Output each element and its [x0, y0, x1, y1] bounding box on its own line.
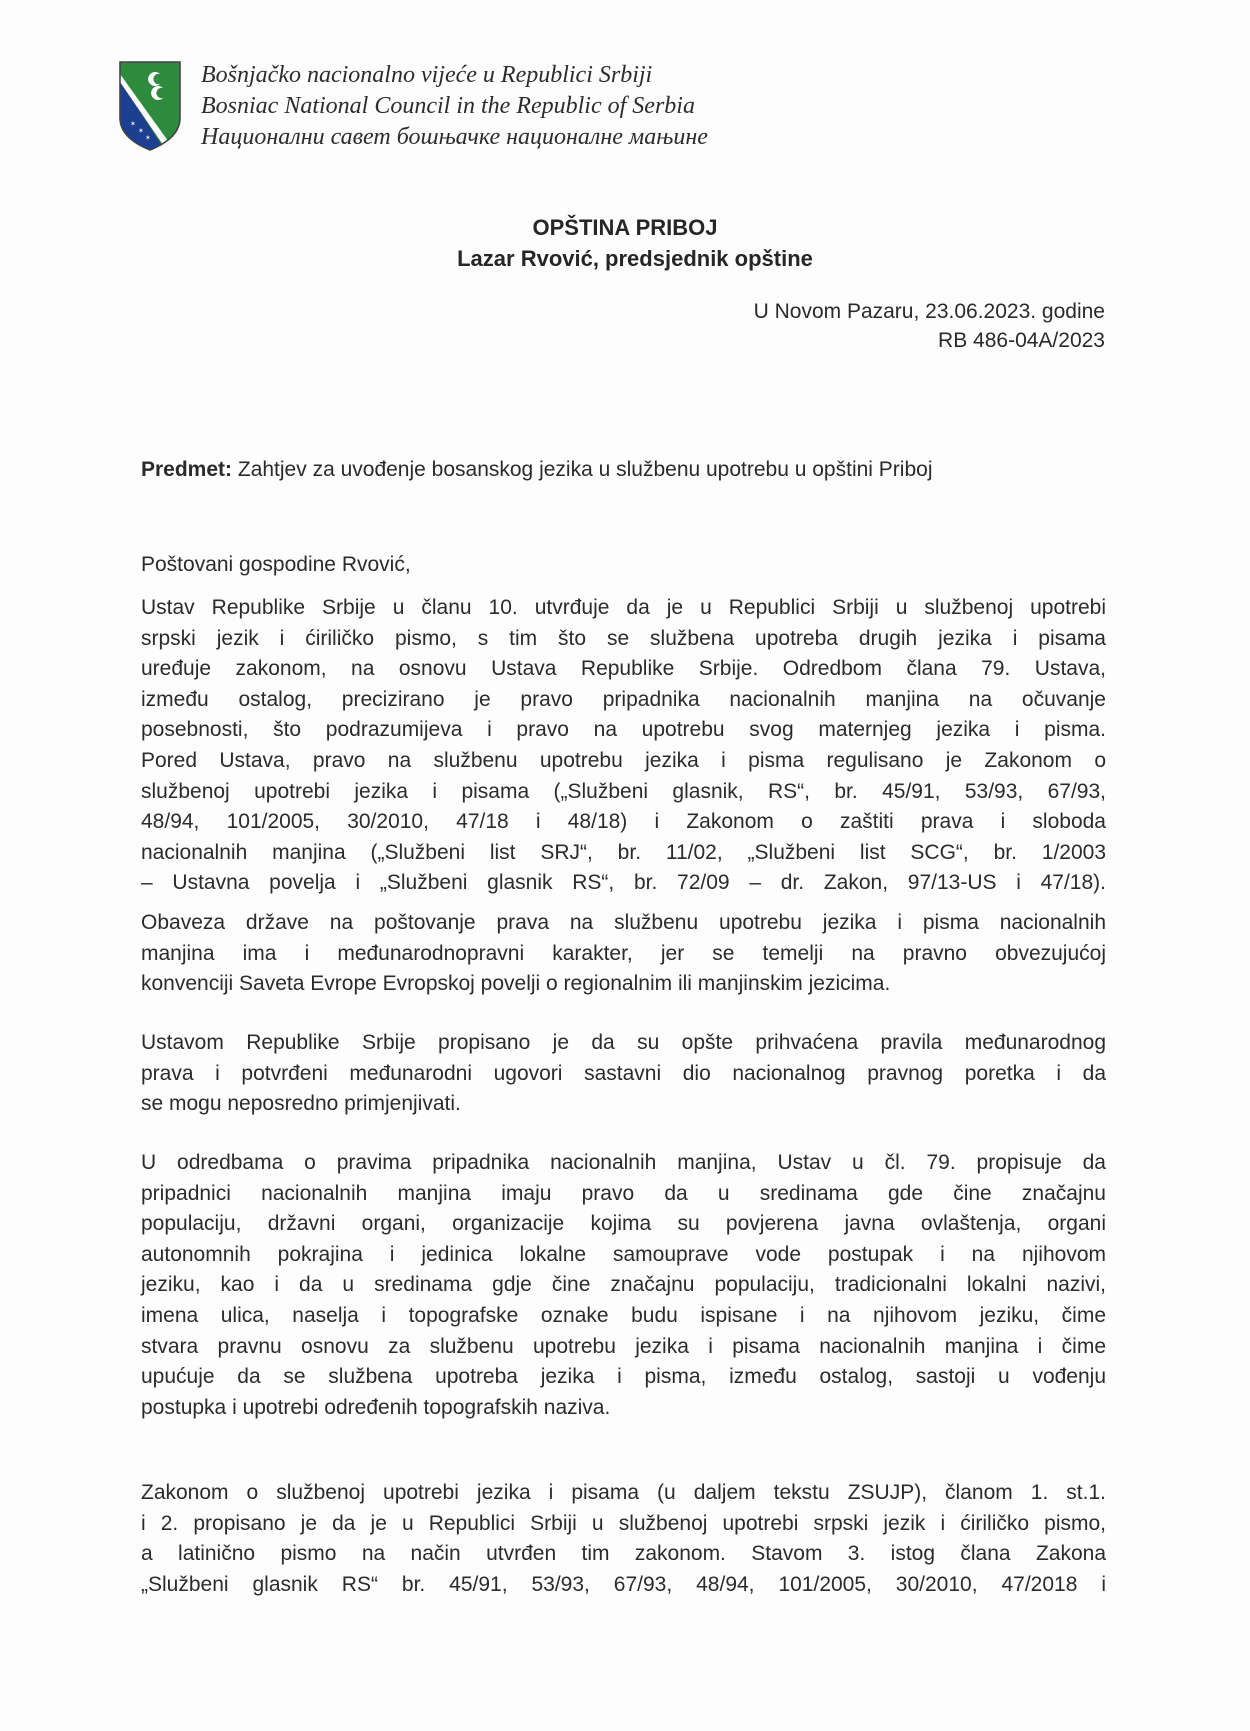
paragraph-line: upućuje da se službena upotreba jezika i pisma, između ostalog, sastoji u vođenju — [141, 1365, 1106, 1389]
paragraph-line: postupka i upotrebi određenih topografskih naziva. — [141, 1395, 611, 1419]
paragraph-3 — [141, 1028, 1106, 1120]
paragraph-line: pripadnici nacionalnih manjina imaju pravo da u sredinama gde čine značajnu — [141, 1181, 1106, 1205]
reference-number: RB 486-04A/2023 — [938, 329, 1105, 352]
paragraph-line: imena ulica, naselja i topografske oznake budu ispisane i na njihovom jeziku, čime — [141, 1303, 1106, 1327]
paragraph-line: populaciju, državni organi, organizacije kojima su povjerena javna ovlaštenja, organi — [141, 1212, 1106, 1236]
addressee-block — [0, 212, 1250, 274]
paragraph-line: jeziku, kao i da u sredinama gdje čine značajnu populaciju, tradicionalni lokalni nazivi, — [141, 1273, 1106, 1297]
letterhead — [116, 60, 816, 160]
paragraph-line: službenoj upotrebi jezika i pisama („Službeni glasnik, RS“, br. 45/91, 53/93, 67/93, — [141, 779, 1106, 803]
subject-line — [141, 455, 933, 485]
paragraph-line: srpski jezik i ćiriličko pismo, s tim što se službena upotreba drugih jezika i pisama — [141, 626, 1106, 650]
paragraph-line: Ustavom Republike Srbije propisano je da su opšte prihvaćena pravila međunarodnog — [141, 1031, 1106, 1054]
paragraph-5 — [141, 1478, 1106, 1600]
paragraph-line: Obaveza države na poštovanje prava na službenu upotrebu jezika i pisma nacionalnih — [141, 911, 1106, 934]
addressee-institution: OPŠTINA PRIBOJ — [532, 215, 718, 240]
paragraph-2 — [141, 908, 1106, 1000]
paragraph-line: 48/94, 101/2005, 30/2010, 47/18 i 48/18) i Zakonom o zaštiti prava i sloboda — [141, 810, 1106, 834]
svg-text:✶: ✶ — [130, 120, 136, 128]
organization-names — [201, 60, 708, 153]
paragraph-1 — [141, 593, 1106, 899]
org-name-bosnian: Bošnjačko nacionalno vijeće u Republici Srbiji — [201, 62, 653, 88]
org-name-cyrillic: Национални савет бошњачке националне мањине — [201, 124, 708, 150]
subject-label: Predmet: — [141, 458, 233, 481]
paragraph-line: se mogu neposredno primjenjivati. — [141, 1092, 461, 1116]
paragraph-line: stvara pravnu osnovu za službenu upotrebu jezika i pisama nacionalnih manjina i čime — [141, 1334, 1106, 1358]
addressee-person: Lazar Rvović, predsjednik opštine — [457, 246, 813, 271]
salutation: Poštovani gospodine Rvović, — [141, 553, 411, 576]
paragraph-line: između ostalog, precizirano je pravo pripadnika nacionalnih manjina na očuvanje — [141, 687, 1106, 711]
paragraph-4 — [141, 1148, 1106, 1423]
paragraph-line: autonomnih pokrajina i jedinica lokalne samouprave vode postupak i na njihovom — [141, 1242, 1106, 1266]
date-reference-block — [754, 297, 1105, 355]
paragraph-line: i 2. propisano je da je u Republici Srbiji u službenoj upotrebi srpski jezik i ćiriličko pismo, — [141, 1511, 1106, 1535]
paragraph-line: konvenciji Saveta Evrope Evropskoj povelji o regionalnim ili manjinskim jezicima. — [141, 972, 891, 996]
paragraph-line: Zakonom o službenoj upotrebi jezika i pisama (u daljem tekstu ZSUJP), članom 1. st.1. — [141, 1481, 1106, 1504]
paragraph-line: a latinično pismo na način utvrđen tim zakonom. Stavom 3. istog člana Zakona — [141, 1542, 1106, 1566]
paragraph-line: uređuje zakonom, na osnovu Ustava Republike Srbije. Odredbom člana 79. Ustava, — [141, 657, 1106, 681]
place-date: U Novom Pazaru, 23.06.2023. godine — [753, 300, 1105, 323]
paragraph-line: – Ustavna povelja i „Službeni glasnik RS“, br. 72/09 – dr. Zakon, 97/13-US i 47/18). — [141, 871, 1106, 895]
org-name-english: Bosniac National Council in the Republic of Serbia — [201, 93, 695, 119]
svg-text:✶: ✶ — [145, 134, 151, 142]
paragraph-line: Pored Ustava, pravo na službenu upotrebu jezika i pisma regulisano je Zakonom o — [141, 748, 1106, 772]
paragraph-line: nacionalnih manjina („Službeni list SRJ“, br. 11/02, „Službeni list SCG“, br. 1/2003 — [141, 840, 1106, 864]
paragraph-line: „Službeni glasnik RS“ br. 45/91, 53/93, 67/93, 48/94, 101/2005, 30/2010, 47/2018 i — [141, 1572, 1106, 1596]
paragraph-line: Ustav Republike Srbije u članu 10. utvrđuje da je u Republici Srbiji u službenoj upotrebi — [141, 596, 1106, 619]
paragraph-line: U odredbama o pravima pripadnika nacionalnih manjina, Ustav u čl. 79. propisuje da — [141, 1151, 1106, 1174]
paragraph-line: manjina ima i međunarodnopravni karakter, jer se temelji na pravno obvezujućoj — [141, 941, 1106, 965]
subject-text: Zahtjev za uvođenje bosanskog jezika u službenu upotrebu u opštini Priboj — [237, 458, 933, 481]
paragraph-line: posebnosti, što podrazumijeva i pravo na upotrebu svog maternjeg jezika i pisma. — [141, 718, 1106, 742]
paragraph-line: prava i potvrđeni međunarodni ugovori sastavni dio nacionalnog pravnog poretka i da — [141, 1061, 1106, 1085]
bosniak-council-emblem-icon — [116, 60, 184, 152]
svg-text:✶: ✶ — [138, 127, 144, 135]
